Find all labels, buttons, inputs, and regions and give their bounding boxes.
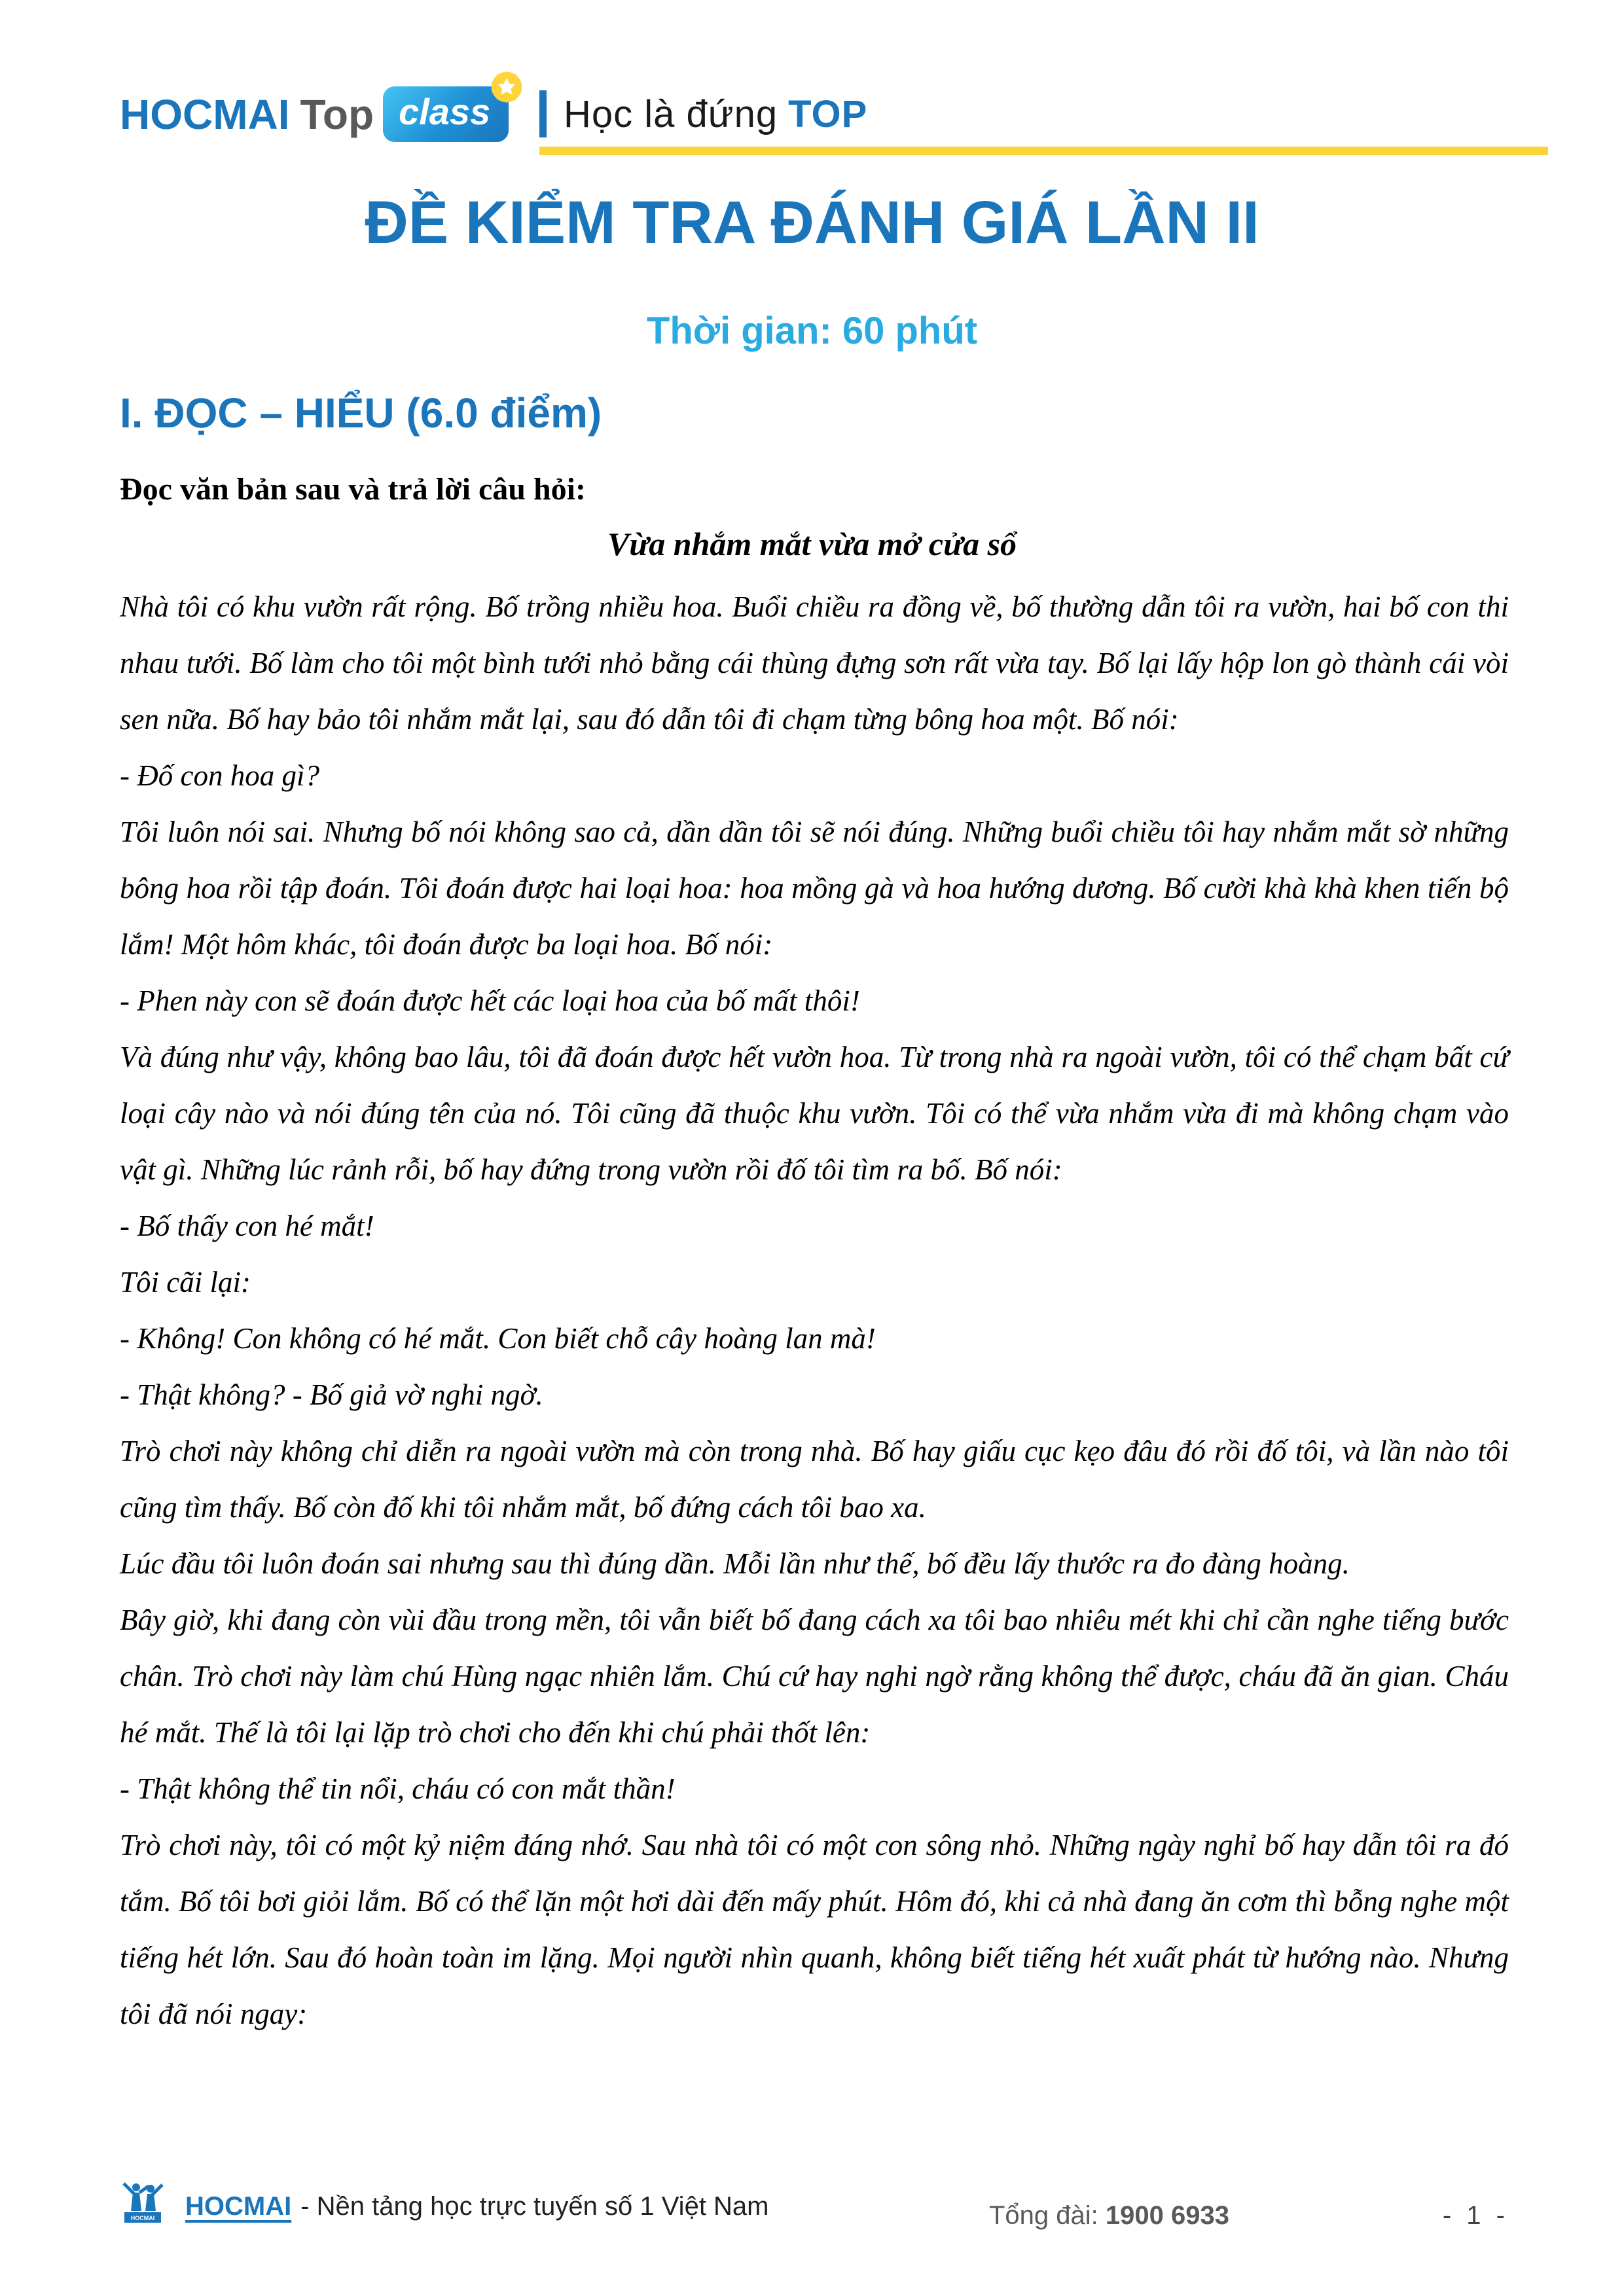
footer-logo-text: HOCMAI: [130, 2215, 155, 2221]
instruction-text: Đọc văn bản sau và trả lời câu hỏi:: [120, 472, 586, 507]
logo-top-text: Top: [300, 90, 374, 138]
hotline-number: 1900 6933: [1105, 2201, 1229, 2230]
hotline-label: Tổng đài:: [989, 2201, 1098, 2230]
passage-title: Vừa nhắm mắt vừa mở cửa sổ: [607, 526, 1017, 562]
yellow-divider: [539, 147, 1548, 155]
passage-paragraph: - Thật không thể tin nổi, cháu có con mắt thần!: [120, 1772, 676, 1805]
passage-paragraph: - Thật không? - Bố giả vờ nghi ngờ.: [120, 1378, 543, 1411]
star-badge-icon: [486, 67, 527, 107]
passage-paragraph: Và đúng như vậy, không bao lâu, tôi đã đoán được hết vườn hoa. Từ trong nhà ra ngoài vườn, tôi có thể chạm bất cứ loại cây nào và nói đúng tên của nó. Tôi cũng đã thuộc khu vườn. Tôi có thể vừa nhắm vừa đi mà không chạm vào vật gì. Những lúc rảnh rỗi, bố hay đứng trong vườn rồi đố tôi tìm ra bố. Bố nói:: [120, 1041, 1509, 1186]
passage-paragraph: Trò chơi này, tôi có một kỷ niệm đáng nhớ. Sau nhà tôi có một con sông nhỏ. Những ngày nghỉ bố hay dẫn tôi ra đó tắm. Bố tôi bơi giỏi lắm. Bố có thể lặn một hơi dài đến mấy phút. Hôm đó, khi cả nhà đang ăn cơm thì bỗng nghe một tiếng hét lớn. Sau đó hoàn toàn im lặng. Mọi người nhìn quanh, không biết tiếng hét xuất phát từ hướng nào. Nhưng tôi đã nói ngay:: [120, 1829, 1509, 2030]
footer-page-number: - 1 -: [1442, 2201, 1509, 2230]
passage-paragraph: - Không! Con không có hé mắt. Con biết chỗ cây hoàng lan mà!: [120, 1322, 876, 1355]
page-footer: [120, 2181, 1509, 2233]
passage-paragraph: Lúc đầu tôi luôn đoán sai nhưng sau thì đúng dần. Mỗi lần như thế, bố đều lấy thước ra đo đàng hoàng.: [120, 1547, 1350, 1580]
footer-hotline: [989, 2201, 1229, 2231]
passage-paragraph: - Bố thấy con hé mắt!: [120, 1210, 374, 1242]
tagline-highlight: TOP: [788, 92, 868, 135]
time-limit: Thời gian: 60 phút: [646, 310, 978, 352]
hocmai-topclass-logo: [120, 86, 509, 142]
tagline-text: Học là đứng: [564, 92, 778, 135]
page-title: ĐỀ KIỂM TRA ĐÁNH GIÁ LẦN II: [365, 189, 1259, 256]
footer-brand-link[interactable]: HOCMAI: [185, 2192, 292, 2221]
passage-paragraph: Tôi cãi lại:: [120, 1266, 251, 1299]
page-header: [0, 0, 1624, 170]
logo-hocmai-text: HOCMAI: [120, 90, 290, 138]
passage-paragraph: - Đố con hoa gì?: [120, 759, 319, 792]
section-heading: I. ĐỌC – HIỂU (6.0 điểm): [120, 389, 602, 437]
header-tagline: [539, 90, 867, 137]
passage-paragraph: Tôi luôn nói sai. Nhưng bố nói không sao cả, dần dần tôi sẽ nói đúng. Những buổi chiều tôi hay nhắm mắt sờ những bông hoa rồi tập đoán. Tôi đoán được hai loại hoa: hoa mồng gà và hoa hướng dương. Bố cười khà khà khen tiến bộ lắm! Một hôm khác, tôi đoán được ba loại hoa. Bố nói:: [120, 816, 1509, 961]
passage-paragraph: Trò chơi này không chỉ diễn ra ngoài vườn mà còn trong nhà. Bố hay giấu cục kẹo đâu đó rồi đố tôi, và lần nào tôi cũng tìm thấy. Bố còn đố khi tôi nhắm mắt, bố đứng cách tôi bao xa.: [120, 1435, 1509, 1524]
logo-class-text: class: [399, 91, 491, 132]
passage-paragraph: - Phen này con sẽ đoán được hết các loại hoa của bố mất thôi!: [120, 984, 860, 1017]
logo-class-badge: [383, 86, 509, 142]
footer-brand-block: [120, 2181, 769, 2224]
passage-paragraph: Bây giờ, khi đang còn vùi đầu trong mền, tôi vẫn biết bố đang cách xa tôi bao nhiêu mét khi chỉ cần nghe tiếng bước chân. Trò chơi này làm chú Hùng ngạc nhiên lắm. Chú cứ hay nghi ngờ rằng không thể được, cháu đã ăn gian. Cháu hé mắt. Thế là tôi lại lặp trò chơi cho đến khi chú phải thốt lên:: [120, 1604, 1509, 1749]
passage: [120, 579, 1509, 2042]
passage-paragraph: Nhà tôi có khu vườn rất rộng. Bố trồng nhiều hoa. Buổi chiều ra đồng về, bố thường dẫn tôi ra vườn, hai bố con thi nhau tưới. Bố làm cho tôi một bình tưới nhỏ bằng cái thùng đựng sơn rất vừa tay. Bố lại lấy hộp lon gò thành cái vòi sen nữa. Bố hay bảo tôi nhắm mắt lại, sau đó dẫn tôi đi chạm từng bông hoa một. Bố nói:: [120, 590, 1509, 736]
tagline-separator-bar: [539, 90, 547, 137]
footer-description: - Nền tảng học trực tuyến số 1 Việt Nam: [300, 2192, 769, 2221]
hocmai-footer-logo-icon: [120, 2181, 166, 2224]
